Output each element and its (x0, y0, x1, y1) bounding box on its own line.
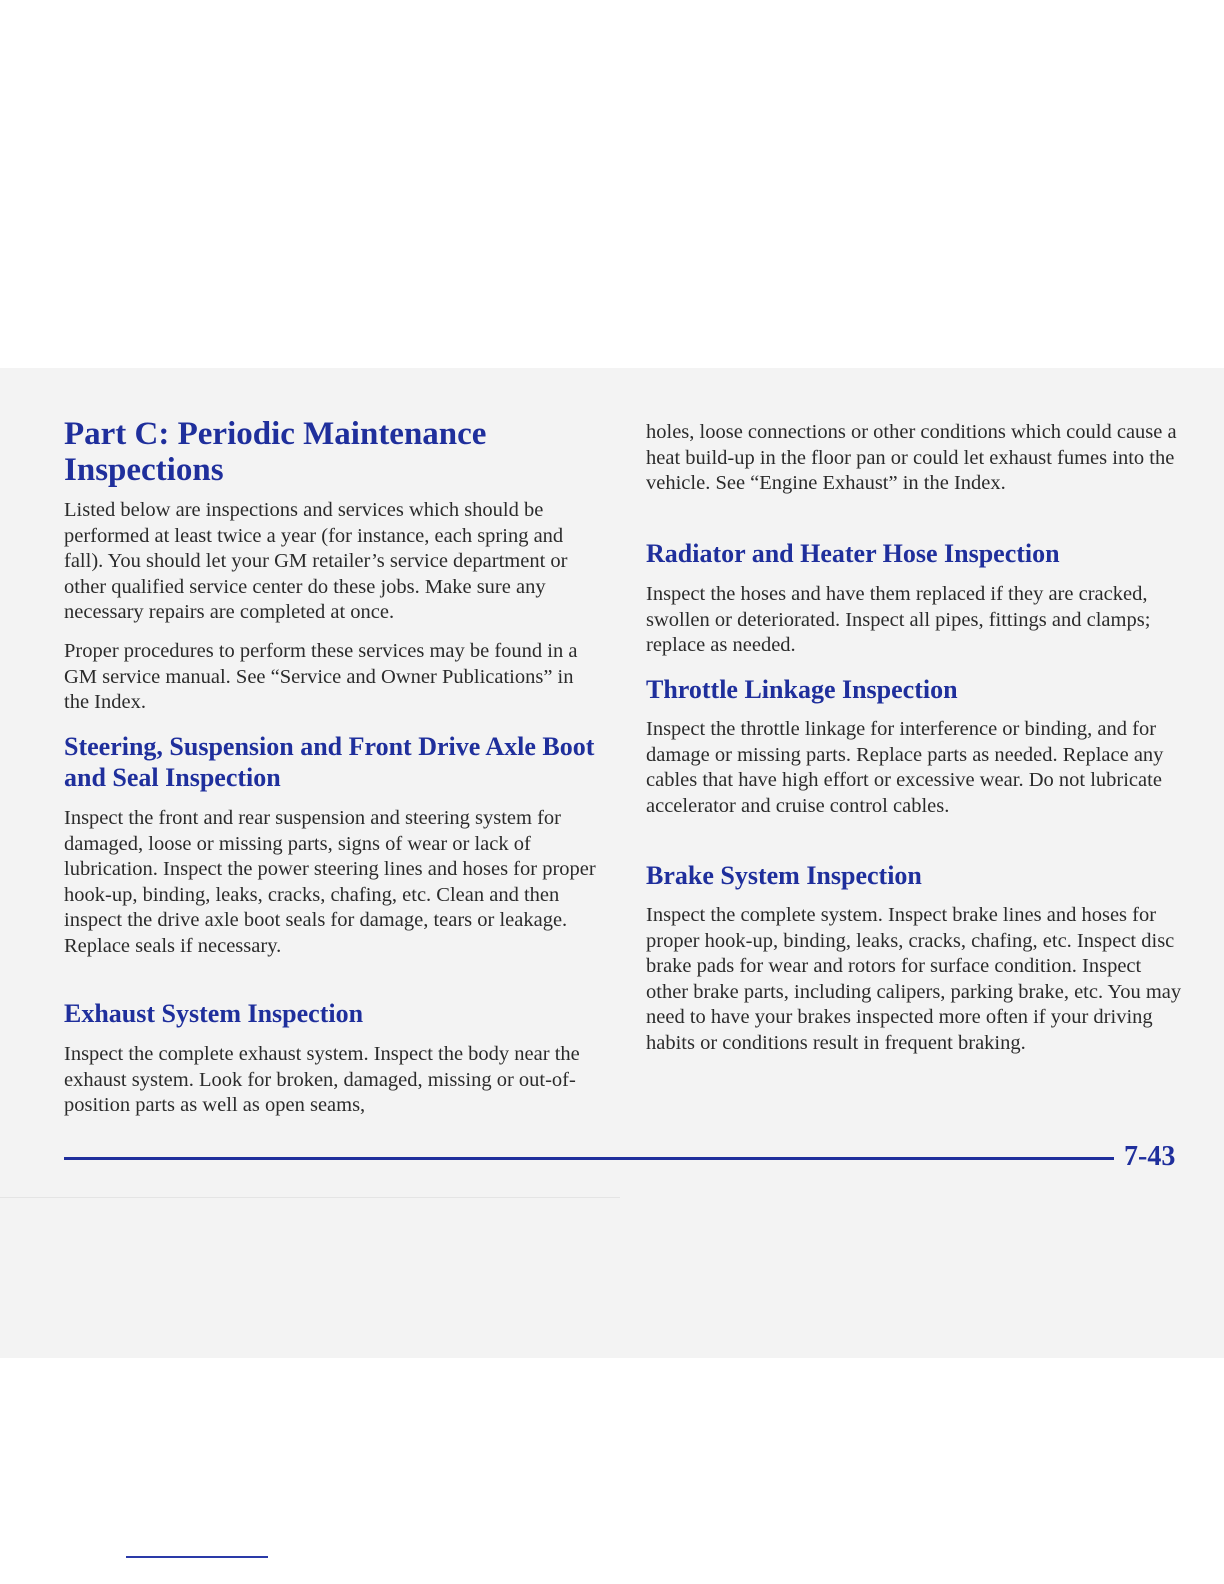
brake-section-title: Brake System Inspection (646, 861, 922, 890)
part-title: Part C: Periodic Maintenance Inspections (64, 416, 487, 488)
throttle-section-body: Inspect the throttle linkage for interference or binding, and for damage or missing parts. Replace parts as needed. Replace any cables that have high effort or excessive wear. Do not lubricate accelerator and cruise control cables. (646, 718, 1164, 817)
divider (0, 1197, 620, 1198)
radiator-section-title: Radiator and Heater Hose Inspection (646, 539, 1060, 568)
exhaust-continued-body: holes, loose connections or other conditions which could cause a heat build-up in the floor pan or could let exhaust fumes into the vehicle. See “Engine Exhaust” in the Index. (646, 421, 1177, 494)
bottom-divider (126, 1556, 268, 1558)
page-number: 7-43 (1124, 1141, 1176, 1172)
intro-paragraph-1: Listed below are inspections and services which should be performed at least twice a year (for instance, each spring and fall). You should let your GM retailer’s service department or other qualified service center do these jobs. Make sure any necessary repairs are completed at once. (64, 499, 568, 623)
exhaust-section-title: Exhaust System Inspection (64, 999, 364, 1028)
footer-rule (64, 1157, 1114, 1160)
manual-page (0, 368, 1224, 1358)
intro-paragraph-2: Proper procedures to perform these services may be found in a GM service manual. See “Service and Owner Publications” in the Index. (64, 640, 578, 713)
brake-section-body: Inspect the complete system. Inspect brake lines and hoses for proper hook-up, binding, leaks, cracks, chafing, etc. Inspect disc brake pads for wear and rotors for surface condition. Inspect other brake parts, including calipers, parking brake, etc. You may need to have your brakes inspected more often if your driving habits or conditions result in frequent braking. (646, 904, 1182, 1054)
steering-section-title: Steering, Suspension and Front Drive Axle Boot and Seal Inspection (64, 732, 595, 792)
throttle-section-title: Throttle Linkage Inspection (646, 675, 958, 704)
radiator-section-body: Inspect the hoses and have them replaced if they are cracked, swollen or deteriorated. Inspect all pipes, fittings and clamps; replace as needed. (646, 583, 1151, 656)
steering-section-body: Inspect the front and rear suspension and steering system for damaged, loose or missing parts, signs of wear or lack of lubrication. Inspect the power steering lines and hoses for proper hook-up, binding, leaks, cracks, chafing, etc. Clean and then inspect the drive axle boot seals for damage, tears or leakage. Replace seals if necessary. (64, 807, 596, 957)
exhaust-section-body: Inspect the complete exhaust system. Inspect the body near the exhaust system. Look for broken, damaged, missing or out-of-position parts as well as open seams, (64, 1043, 580, 1116)
